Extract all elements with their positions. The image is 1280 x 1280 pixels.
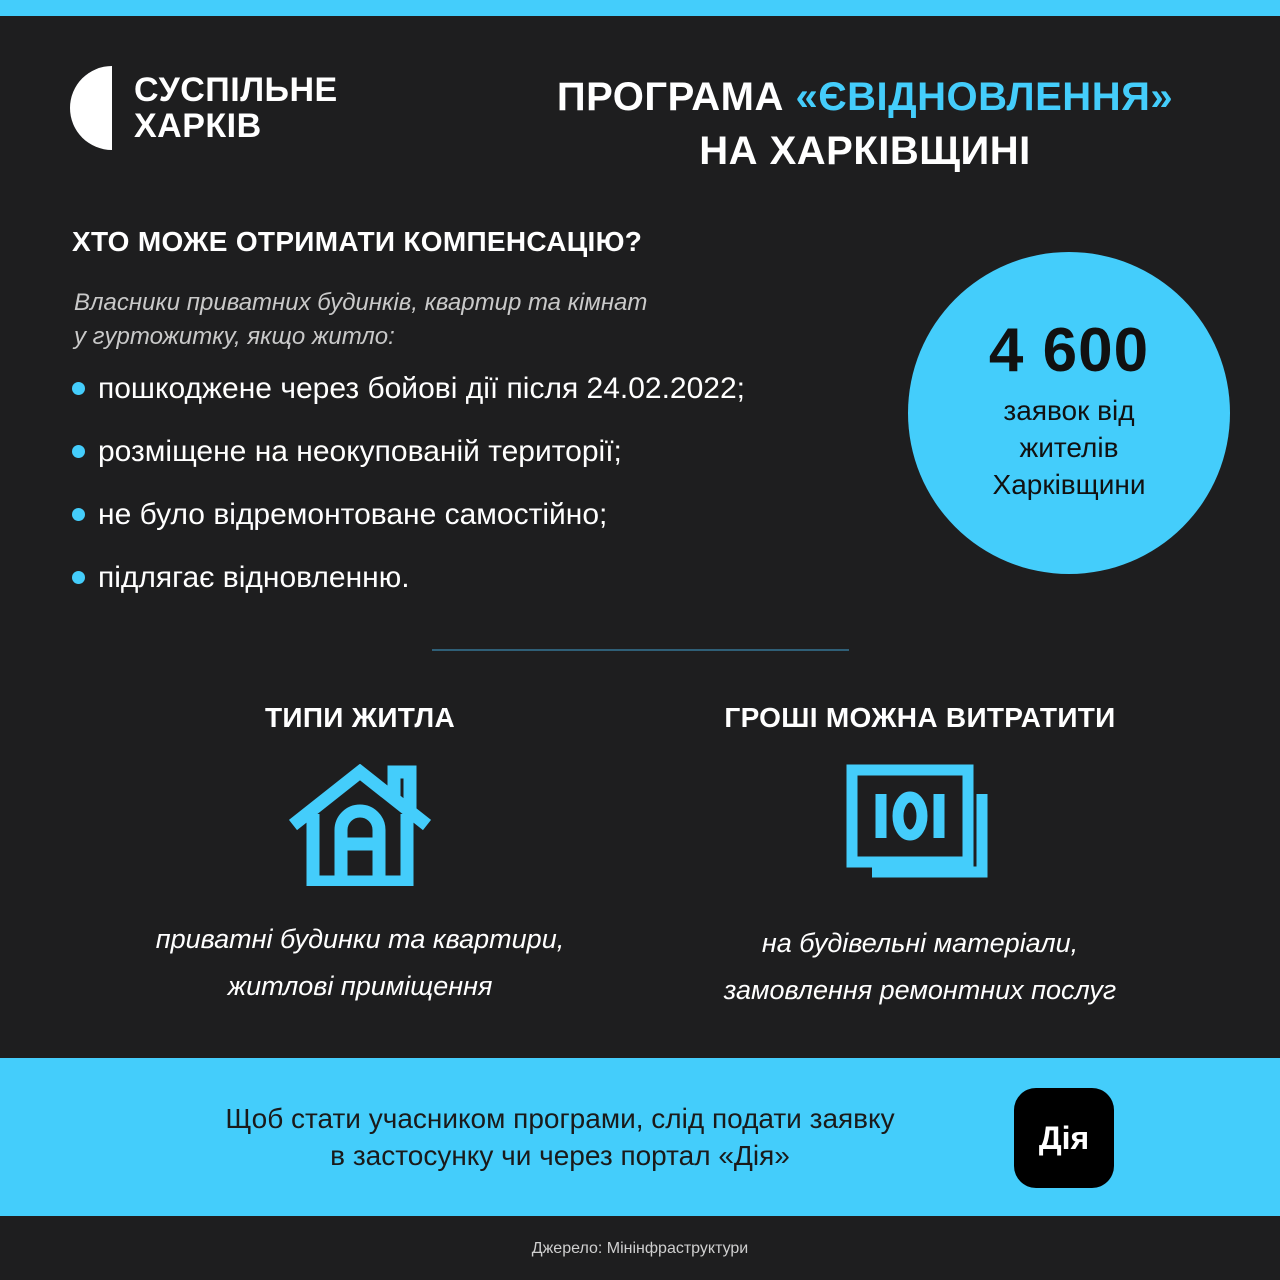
spending-section bbox=[660, 700, 1180, 1014]
list-item bbox=[72, 429, 892, 492]
applications-stat-circle bbox=[908, 252, 1230, 574]
call-to-action-text bbox=[140, 1100, 980, 1174]
stat-line-1: заявок від bbox=[1003, 395, 1135, 426]
call-to-action-band bbox=[0, 1058, 1280, 1216]
bullet-dot-icon bbox=[72, 382, 85, 395]
spending-description bbox=[660, 920, 1180, 1014]
housing-description bbox=[100, 916, 620, 1010]
diia-app-logo: Дія bbox=[1014, 1088, 1114, 1188]
bullet-dot-icon bbox=[72, 445, 85, 458]
half-moon-logo-icon bbox=[70, 66, 114, 150]
bullet-dot-icon bbox=[72, 508, 85, 521]
housing-types-section bbox=[100, 700, 620, 1010]
spending-heading: ГРОШІ МОЖНА ВИТРАТИТИ bbox=[724, 702, 1116, 733]
spending-line-2: замовлення ремонтних послуг bbox=[723, 975, 1117, 1005]
brand-line-2: ХАРКІВ bbox=[134, 107, 262, 145]
criteria-list bbox=[72, 366, 892, 618]
title-line-1 bbox=[530, 70, 1200, 124]
stat-line-2: жителів bbox=[1019, 432, 1119, 463]
section-divider bbox=[432, 649, 849, 651]
applications-count: 4 600 bbox=[988, 316, 1150, 385]
source-note: Джерело: Мінінфраструктури bbox=[531, 1240, 749, 1257]
brand-name bbox=[134, 72, 338, 144]
criteria-text: розміщене на неокупованій території; bbox=[98, 435, 622, 468]
applications-description bbox=[908, 392, 1230, 503]
brand-logo bbox=[70, 66, 370, 156]
housing-line-2: житлові приміщення bbox=[227, 971, 493, 1001]
page-title bbox=[530, 70, 1200, 178]
brand-line-1: СУСПІЛЬНЕ bbox=[134, 71, 338, 109]
intro-line-2: у гуртожитку, якщо житло: bbox=[74, 323, 395, 350]
eligibility-intro bbox=[74, 286, 794, 354]
cta-line-2: в застосунку чи через портал «Дія» bbox=[330, 1140, 790, 1171]
title-highlight: «ЄВІДНОВЛЕННЯ» bbox=[795, 75, 1174, 119]
spending-line-1: на будівельні матеріали, bbox=[761, 928, 1079, 958]
cta-line-1: Щоб стати учасником програми, слід подати заявку bbox=[225, 1103, 895, 1134]
eligibility-heading: ХТО МОЖЕ ОТРИМАТИ КОМПЕНСАЦІЮ? bbox=[72, 226, 643, 257]
criteria-text: не було відремонтоване самостійно; bbox=[98, 498, 608, 531]
criteria-text: підлягає відновленню. bbox=[98, 561, 410, 594]
bullet-dot-icon bbox=[72, 571, 85, 584]
money-icon bbox=[846, 764, 994, 890]
housing-line-1: приватні будинки та квартири, bbox=[155, 924, 565, 954]
house-icon bbox=[288, 764, 432, 886]
list-item bbox=[72, 555, 892, 618]
stat-line-3: Харківщини bbox=[992, 469, 1146, 500]
top-accent-strip bbox=[0, 0, 1280, 16]
list-item bbox=[72, 366, 892, 429]
list-item bbox=[72, 492, 892, 555]
criteria-text: пошкоджене через бойові дії після 24.02.2022; bbox=[98, 372, 746, 405]
title-prefix: ПРОГРАМА bbox=[556, 75, 796, 119]
housing-heading: ТИПИ ЖИТЛА bbox=[265, 702, 455, 733]
title-line-2: НА ХАРКІВЩИНІ bbox=[699, 129, 1031, 173]
intro-line-1: Власники приватних будинків, квартир та кімнат bbox=[74, 289, 648, 316]
